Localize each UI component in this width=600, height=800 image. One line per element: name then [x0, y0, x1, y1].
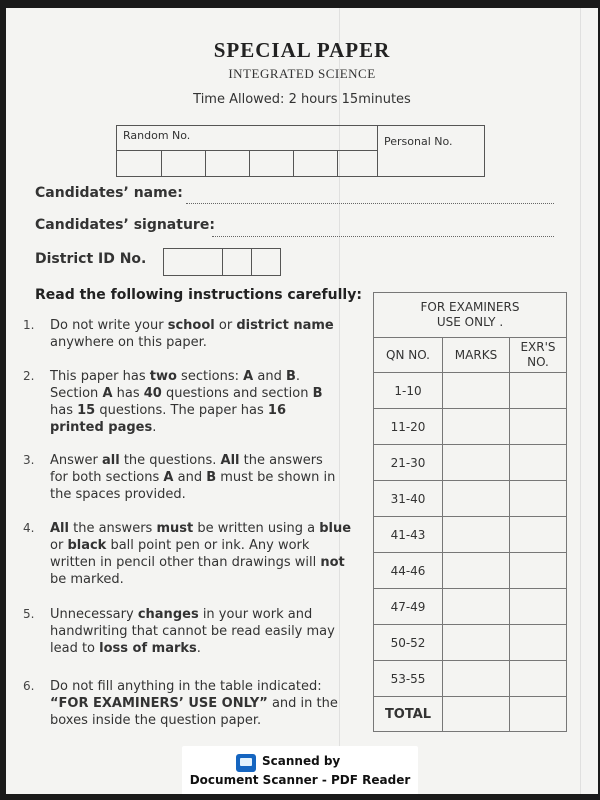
instruction-emphasis: district name	[236, 318, 334, 333]
instruction-text: and in the	[267, 696, 338, 711]
instruction-number: 6.	[23, 679, 35, 693]
exr-no-cell[interactable]	[510, 553, 567, 589]
random-digit-box[interactable]	[337, 150, 378, 177]
instruction-line	[50, 640, 362, 657]
instruction-text: Unnecessary	[50, 607, 138, 622]
marks-cell[interactable]	[443, 625, 510, 661]
instruction-text: has	[112, 386, 144, 401]
instruction-text: Do not write your	[50, 318, 168, 333]
instruction-line	[50, 571, 362, 588]
qn-range: 53-55	[374, 661, 443, 697]
instruction-text: questions. The paper has	[95, 403, 268, 418]
exr-no-header-line2: NO.	[527, 355, 549, 369]
instruction-emphasis: black	[67, 538, 107, 553]
examiners-table	[373, 292, 567, 732]
table-row	[374, 373, 567, 409]
instruction-item	[50, 678, 362, 729]
instruction-line	[50, 469, 362, 486]
exr-no-header-line1: EXR'S	[520, 340, 556, 354]
instruction-emphasis: A	[102, 386, 113, 401]
district-id-box[interactable]	[222, 248, 252, 276]
marks-header: MARKS	[443, 338, 510, 373]
instruction-item	[50, 317, 362, 351]
time-allowed: Time Allowed: 2 hours 15minutes	[193, 92, 411, 107]
instruction-item	[50, 368, 362, 436]
examiners-heading-cell	[374, 293, 567, 338]
instruction-emphasis: 16	[267, 403, 287, 418]
random-no-label: Random No.	[123, 129, 191, 142]
instruction-text: or	[50, 538, 68, 553]
district-id-label: District ID No.	[35, 251, 147, 267]
candidate-signature-line[interactable]	[212, 236, 554, 237]
qn-range: 1-10	[374, 373, 443, 409]
instruction-text: in your work and	[198, 607, 313, 622]
instruction-line	[50, 520, 362, 537]
table-row	[374, 553, 567, 589]
fold-line	[580, 8, 581, 794]
instruction-emphasis: 40	[143, 386, 162, 401]
instruction-text: lead to	[50, 641, 100, 656]
instruction-number: 3.	[23, 453, 35, 467]
marks-cell[interactable]	[443, 517, 510, 553]
instruction-item	[50, 520, 362, 588]
instruction-number: 2.	[23, 369, 35, 383]
instruction-line	[50, 419, 362, 436]
instruction-line	[50, 334, 362, 351]
instruction-line	[50, 368, 362, 385]
table-row	[374, 409, 567, 445]
instruction-emphasis: blue	[319, 521, 352, 536]
instruction-emphasis: A	[163, 470, 174, 485]
marks-cell[interactable]	[443, 589, 510, 625]
instruction-emphasis: must	[156, 521, 194, 536]
instruction-item	[50, 606, 362, 657]
qn-range: 41-43	[374, 517, 443, 553]
examiners-heading-line2: USE ONLY .	[436, 315, 504, 329]
instruction-emphasis: loss of marks	[99, 641, 197, 656]
instruction-text: This paper has	[50, 369, 150, 384]
instruction-number: 4.	[23, 521, 35, 535]
instruction-text: and	[173, 470, 207, 485]
qn-range: 47-49	[374, 589, 443, 625]
marks-cell[interactable]	[443, 553, 510, 589]
instruction-item	[50, 452, 362, 503]
instruction-emphasis: 15	[77, 403, 96, 418]
instruction-text: the answers	[68, 521, 157, 536]
instruction-emphasis: two	[149, 369, 177, 384]
instructions-heading: Read the following instructions carefully:	[35, 287, 362, 303]
qn-range: 44-46	[374, 553, 443, 589]
instruction-line	[50, 317, 362, 334]
random-digit-box[interactable]	[116, 150, 162, 177]
qn-range: 21-30	[374, 445, 443, 481]
instruction-line	[50, 554, 362, 571]
district-id-box[interactable]	[163, 248, 223, 276]
instruction-emphasis: B	[312, 386, 323, 401]
exr-no-cell[interactable]	[510, 589, 567, 625]
instruction-emphasis: not	[320, 555, 345, 570]
random-digit-box[interactable]	[249, 150, 294, 177]
table-row	[374, 661, 567, 697]
instruction-line	[50, 402, 362, 419]
instruction-text: the spaces provided.	[50, 487, 186, 502]
instruction-text: written in pencil other than drawings will	[50, 555, 321, 570]
instruction-number: 5.	[23, 607, 35, 621]
instruction-text: .	[196, 641, 201, 656]
table-row	[374, 445, 567, 481]
random-digit-box[interactable]	[205, 150, 250, 177]
marks-cell[interactable]	[443, 481, 510, 517]
instruction-emphasis: all	[102, 453, 120, 468]
instruction-text: sections:	[176, 369, 244, 384]
instruction-text: and	[253, 369, 286, 384]
marks-cell[interactable]	[443, 409, 510, 445]
exr-no-cell[interactable]	[510, 373, 567, 409]
instruction-line	[50, 623, 362, 640]
instruction-text: or	[214, 318, 237, 333]
instruction-emphasis: printed pages	[50, 420, 153, 435]
instruction-line	[50, 486, 362, 503]
instruction-text: has	[50, 403, 78, 418]
instruction-text: anywhere on this paper.	[50, 335, 207, 350]
marks-cell[interactable]	[443, 661, 510, 697]
candidate-name-label: Candidates’ name:	[35, 185, 183, 201]
instruction-emphasis: “FOR EXAMINERS’ USE ONLY”	[50, 696, 268, 711]
table-row	[374, 625, 567, 661]
total-marks-cell[interactable]	[443, 697, 510, 732]
random-digit-box[interactable]	[293, 150, 338, 177]
scanner-watermark	[182, 746, 418, 794]
exr-no-cell[interactable]	[510, 517, 567, 553]
instruction-text: for both sections	[50, 470, 164, 485]
instruction-text: ball point pen or ink. Any work	[106, 538, 310, 553]
instruction-text: be written using a	[193, 521, 320, 536]
paper-subject: INTEGRATED SCIENCE	[228, 66, 376, 81]
candidate-signature-label: Candidates’ signature:	[35, 217, 215, 233]
district-id-box[interactable]	[251, 248, 281, 276]
instruction-emphasis: school	[167, 318, 215, 333]
instruction-emphasis: B	[206, 470, 217, 485]
instruction-text: Section	[50, 386, 103, 401]
exr-no-cell[interactable]	[510, 409, 567, 445]
qn-no-header: QN NO.	[374, 338, 443, 373]
marks-cell[interactable]	[443, 445, 510, 481]
instruction-line	[50, 712, 362, 729]
exr-no-cell[interactable]	[510, 481, 567, 517]
qn-range: 11-20	[374, 409, 443, 445]
exr-no-cell[interactable]	[510, 625, 567, 661]
instruction-text: be marked.	[50, 572, 124, 587]
table-row	[374, 517, 567, 553]
exr-no-cell[interactable]	[510, 445, 567, 481]
scanner-app-icon	[236, 754, 256, 772]
instruction-emphasis: All	[220, 453, 240, 468]
exr-no-cell[interactable]	[510, 661, 567, 697]
watermark-line2: Document Scanner - PDF Reader	[189, 773, 411, 787]
instruction-line	[50, 606, 362, 623]
table-row	[374, 589, 567, 625]
instruction-text: must be shown in	[216, 470, 336, 485]
marks-cell[interactable]	[443, 373, 510, 409]
total-exr-cell[interactable]	[510, 697, 567, 732]
random-digit-box[interactable]	[161, 150, 206, 177]
instruction-line	[50, 695, 362, 712]
personal-no-cell	[377, 125, 485, 177]
instruction-emphasis: A	[243, 369, 254, 384]
instruction-text: .	[295, 369, 301, 384]
instruction-text: handwriting that cannot be read easily may	[50, 624, 335, 639]
instruction-text: .	[152, 420, 157, 435]
watermark-line1: Scanned by	[262, 754, 341, 768]
instruction-line	[50, 385, 362, 402]
instruction-text: boxes inside the question paper.	[50, 713, 262, 728]
instruction-text: the questions.	[119, 453, 221, 468]
instruction-line	[50, 678, 362, 695]
instruction-emphasis: changes	[137, 607, 199, 622]
paper-title: SPECIAL PAPER	[213, 38, 391, 62]
candidate-name-line[interactable]	[186, 203, 554, 204]
exam-paper	[6, 8, 598, 794]
examiners-rows	[374, 373, 567, 697]
instruction-emphasis: B	[285, 369, 296, 384]
instruction-number: 1.	[23, 318, 35, 332]
examiners-heading-line1: FOR EXAMINERS	[420, 300, 520, 314]
instruction-line	[50, 452, 362, 469]
total-label: TOTAL	[374, 697, 443, 732]
table-row	[374, 481, 567, 517]
instruction-line	[50, 537, 362, 554]
instruction-text: the answers	[239, 453, 323, 468]
qn-range: 31-40	[374, 481, 443, 517]
instruction-text: Do not fill anything in the table indicated:	[50, 679, 322, 694]
qn-range: 50-52	[374, 625, 443, 661]
exr-no-header	[510, 338, 567, 373]
instruction-text: questions and section	[161, 386, 313, 401]
personal-no-label: Personal No.	[384, 135, 453, 148]
random-no-header-cell	[116, 125, 378, 151]
instruction-emphasis: All	[50, 521, 69, 536]
instruction-text: Answer	[50, 453, 103, 468]
